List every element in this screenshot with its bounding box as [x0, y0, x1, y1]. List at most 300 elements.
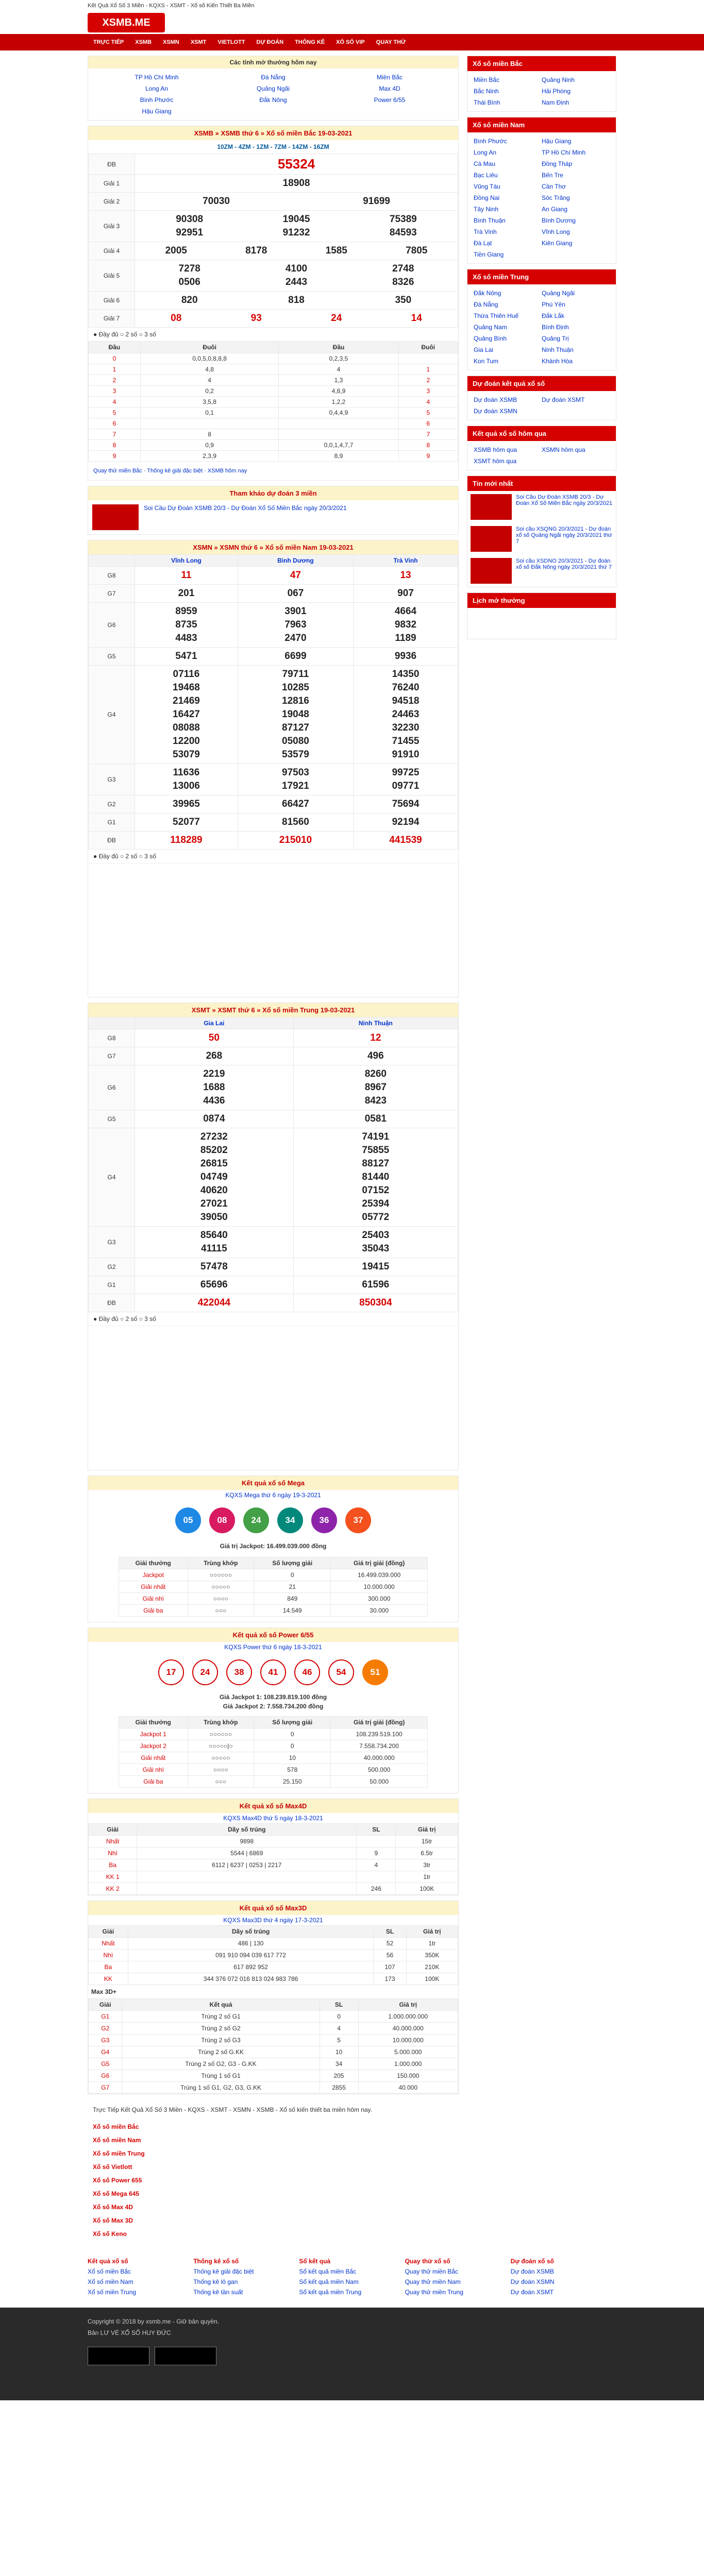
- tham-khao-thumb: [92, 504, 139, 530]
- table-row: [119, 1752, 428, 1764]
- table-cell: 14.549: [254, 1605, 331, 1617]
- news-link[interactable]: Soi cầu XSDNO 20/3/2021 - Dự đoán xổ số Đắk Nông ngày 20/3/2021 thứ 7: [516, 558, 612, 570]
- prize-cell: [293, 1128, 458, 1227]
- table-row: [119, 1776, 428, 1788]
- intro-link[interactable]: Xổ số Max 4D: [93, 2204, 133, 2211]
- mega-sub[interactable]: KQXS Mega thứ 6 ngày 19-3-2021: [225, 1492, 321, 1499]
- nav-item[interactable]: TRỰC TIẾP: [93, 39, 124, 45]
- sidebar-link[interactable]: Đồng Tháp: [542, 160, 573, 167]
- xsmb-header[interactable]: XSMB » XSMB thứ 6 » Xổ số miền Bắc 19-03-2021: [88, 126, 458, 140]
- table-cell: G7: [89, 2082, 122, 2094]
- footer-link[interactable]: Dự đoán XSMT: [510, 2289, 554, 2296]
- loto-row: [89, 386, 458, 397]
- prize-cell: [135, 795, 238, 814]
- today-panel: [88, 56, 459, 121]
- prize-label: G2: [89, 795, 135, 814]
- table-cell: Nhất: [89, 1836, 137, 1848]
- prize-numbers: [135, 193, 458, 211]
- sidebar-link[interactable]: Bình Dương: [542, 217, 576, 224]
- loto-cell: 1,3: [279, 375, 398, 386]
- table-header: Giải thưởng: [119, 1717, 188, 1728]
- sidebar-link[interactable]: XSMN hôm qua: [542, 446, 585, 453]
- loto-cell: 4,8,9: [279, 386, 398, 397]
- footer-link[interactable]: Dự đoán XSMN: [510, 2278, 555, 2285]
- loto-cell: 0,4,4,9: [279, 408, 398, 418]
- prize-label: G6: [89, 603, 135, 648]
- news-thumb: [471, 494, 512, 520]
- table-cell: G1: [89, 2011, 122, 2023]
- xsmt-header[interactable]: XSMT » XSMT thứ 6 » Xổ số miền Trung 19-03-2021: [88, 1003, 458, 1017]
- news-link[interactable]: Soi cầu XSQNG 20/3/2021 - Dự đoán xổ số Quảng Ngãi ngày 20/3/2021 thứ 7: [516, 526, 612, 545]
- sidebar-link[interactable]: An Giang: [542, 206, 568, 213]
- table-row: [89, 2046, 458, 2058]
- prize-cell: [135, 1227, 294, 1258]
- prize-row: [89, 832, 458, 850]
- prize-row: [89, 1227, 458, 1258]
- table-row: [119, 1593, 428, 1605]
- prize-number: 4664: [394, 606, 417, 617]
- google-play-badge[interactable]: [88, 2347, 149, 2365]
- news-link[interactable]: Soi Cầu Dự Đoán XSMB 20/3 - Dự Đoán Xổ Số Miền Bắc ngày 20/3/2021: [516, 494, 613, 506]
- intro-link[interactable]: Xổ số Vietlott: [93, 2163, 132, 2171]
- sidebar-link[interactable]: XSMT hôm qua: [474, 457, 517, 465]
- table-cell: Nhì: [89, 1848, 137, 1859]
- footer-link[interactable]: Sổ kết quả miền Trung: [299, 2289, 362, 2296]
- site-logo[interactable]: XSMB.ME: [88, 13, 165, 32]
- loto-cell: 3: [398, 386, 458, 397]
- table-cell: Nhất: [89, 1938, 128, 1950]
- prize-number: 201: [178, 588, 195, 599]
- sidebar-link[interactable]: Bạc Liêu: [474, 172, 498, 179]
- power-ball: 38: [226, 1659, 252, 1685]
- footer-col-title: Kết quả xổ số: [88, 2258, 128, 2265]
- loto-cell: 4,8: [140, 364, 279, 375]
- prize-row: [89, 1029, 458, 1047]
- prize-number: 70030: [203, 196, 230, 207]
- loto-cell: [140, 418, 279, 429]
- prize-number: 35043: [362, 1243, 390, 1254]
- footer-link[interactable]: Sổ kết quả miền Nam: [299, 2278, 359, 2285]
- table-row: [119, 1569, 428, 1581]
- prize-number: 40620: [200, 1185, 228, 1196]
- prize-label: G5: [89, 1110, 135, 1128]
- table-cell: [137, 1883, 357, 1895]
- province-header[interactable]: Gia Lai: [135, 1018, 294, 1029]
- prize-label: ĐB: [89, 154, 135, 175]
- xsmn-toggle[interactable]: ● Đầy đủ ○ 2 số ○ 3 số: [93, 853, 156, 860]
- sidebar-link[interactable]: Hậu Giang: [542, 138, 572, 145]
- today-item[interactable]: Long An: [145, 85, 169, 92]
- today-item[interactable]: Quảng Ngãi: [256, 85, 290, 92]
- prize-number: 66427: [282, 799, 309, 809]
- sidebar-link[interactable]: Quảng Nam: [474, 324, 507, 331]
- sidebar-link[interactable]: Bình Phước: [474, 138, 507, 145]
- table-cell: 15tr: [396, 1836, 458, 1848]
- nav-item[interactable]: XSMT: [190, 39, 207, 45]
- today-item[interactable]: TP Hồ Chí Minh: [135, 74, 179, 81]
- table-cell: ○○○○○: [188, 1752, 254, 1764]
- prize-number: 19045: [282, 214, 310, 225]
- xsmt-panel: [88, 1003, 459, 1470]
- prize-label: G8: [89, 567, 135, 585]
- sidebar-link[interactable]: Vũng Tàu: [474, 183, 500, 190]
- prize-number: 3901: [284, 606, 307, 617]
- table-cell: Giải ba: [119, 1605, 188, 1617]
- footer-col-title: Quay thử xổ số: [405, 2258, 450, 2265]
- sidebar-link[interactable]: Cà Mau: [474, 160, 496, 167]
- table-cell: 205: [320, 2070, 358, 2082]
- prize-number: 92951: [176, 227, 204, 238]
- prize-cell: [293, 1227, 458, 1258]
- sidebar-link[interactable]: Sóc Trăng: [542, 194, 570, 201]
- table-cell: 0: [254, 1728, 331, 1740]
- intro-link[interactable]: Xổ số miền Trung: [93, 2150, 145, 2157]
- prize-cell: [135, 832, 238, 850]
- prize-number: 0581: [364, 1113, 387, 1124]
- footer-link[interactable]: Thống kê lô gan: [193, 2278, 238, 2285]
- nav-item[interactable]: THỐNG KÊ: [295, 39, 325, 45]
- prize-number: 71455: [392, 736, 420, 747]
- sidebar-link[interactable]: Đắk Lắk: [542, 312, 565, 319]
- loto-header: Đuôi: [140, 342, 279, 353]
- loto-cell: 5: [89, 408, 141, 418]
- prize-row: [89, 175, 458, 193]
- prize-number: 496: [367, 1050, 384, 1061]
- prize-label: G6: [89, 1065, 135, 1110]
- prize-number: 87127: [282, 722, 309, 733]
- loto-cell: 0,1: [140, 408, 279, 418]
- table-cell: ○○○: [188, 1776, 254, 1788]
- prize-cell: [238, 795, 353, 814]
- nav-item[interactable]: DỰ ĐOÁN: [256, 39, 284, 45]
- table-row: [89, 1973, 458, 1985]
- table-cell: Trùng 2 số G2, G3 - G.KK: [122, 2058, 320, 2070]
- table-cell: Jackpot: [119, 1569, 188, 1581]
- prize-number: 1585: [325, 245, 347, 256]
- prize-label: G4: [89, 1128, 135, 1227]
- table-cell: 34: [320, 2058, 358, 2070]
- prize-number: 850304: [359, 1297, 392, 1308]
- sidebar-link[interactable]: Bắc Ninh: [474, 88, 499, 95]
- mega-ball: 36: [311, 1507, 337, 1533]
- footer-link[interactable]: Xổ số miền Nam: [88, 2278, 133, 2285]
- loto-row: [89, 418, 458, 429]
- footer-link[interactable]: Xổ số miền Trung: [88, 2289, 137, 2296]
- prize-number: 4436: [203, 1095, 225, 1106]
- prize-number: 441539: [389, 835, 422, 845]
- sidebar-link[interactable]: Bình Định: [542, 324, 569, 331]
- today-item[interactable]: Đà Nẵng: [261, 74, 286, 81]
- news-item[interactable]: [467, 523, 616, 555]
- sidebar-link[interactable]: Dự đoán XSMT: [542, 396, 585, 403]
- table-header: Giá trị giải (đồng): [331, 1717, 428, 1728]
- nav-item[interactable]: XỔ SỐ VIP: [336, 39, 365, 45]
- sidebar-link[interactable]: Nam Định: [542, 99, 569, 106]
- today-item[interactable]: Max 4D: [379, 85, 400, 92]
- loto-row: [89, 408, 458, 418]
- table-cell: ○○○○○○: [188, 1728, 254, 1740]
- prize-number: 90308: [176, 214, 204, 225]
- schedule-body: [467, 608, 616, 639]
- footer-link[interactable]: Thống kê giải đặc biệt: [193, 2268, 254, 2275]
- sidebar-link[interactable]: Quảng Ngãi: [542, 290, 575, 297]
- prize-label: Giải 5: [89, 260, 135, 292]
- sidebar-link[interactable]: Quảng Bình: [474, 335, 507, 342]
- loto-cell: 4: [89, 397, 141, 408]
- sidebar-link[interactable]: [542, 405, 610, 417]
- sidebar-link[interactable]: Đà Lạt: [474, 240, 492, 247]
- news-title: Tin mới nhất: [467, 476, 616, 491]
- table-cell: 16.499.039.000: [331, 1569, 428, 1581]
- prize-number: 07152: [362, 1185, 390, 1196]
- sidebar-link[interactable]: Đồng Nai: [474, 194, 500, 201]
- province-header[interactable]: Bình Dương: [238, 555, 353, 567]
- max3d-sub[interactable]: KQXS Max3D thứ 4 ngày 17-3-2021: [223, 1917, 323, 1924]
- footer-link[interactable]: Quay thử miền Bắc: [405, 2268, 459, 2275]
- table-cell: 40.000.000: [358, 2023, 458, 2035]
- sidebar-link[interactable]: Bình Thuận: [474, 217, 506, 224]
- prize-number: 53579: [282, 749, 309, 760]
- footer-link[interactable]: Xổ số miền Bắc: [88, 2268, 131, 2275]
- sidebar-title: Kết quả xổ số hôm qua: [467, 426, 616, 441]
- sidebar-link[interactable]: Đà Nẵng: [474, 301, 498, 308]
- loto-cell: 4: [140, 375, 279, 386]
- intro-link[interactable]: Xổ số Power 655: [93, 2177, 142, 2184]
- today-item[interactable]: Đắk Nông: [259, 96, 287, 104]
- sidebar-link[interactable]: Kiên Giang: [542, 240, 573, 247]
- prize-row: [89, 193, 458, 211]
- nav-item[interactable]: QUAY THỬ: [376, 39, 406, 45]
- table-cell: 300.000: [331, 1593, 428, 1605]
- intro-link[interactable]: Xổ số Max 3D: [93, 2217, 133, 2224]
- intro-link[interactable]: Xổ số Keno: [93, 2230, 127, 2238]
- sidebar-link[interactable]: Cần Thơ: [542, 183, 566, 190]
- prize-number: 97503: [282, 767, 309, 778]
- sidebar-link[interactable]: Tây Ninh: [474, 206, 499, 213]
- prize-label: Giải 3: [89, 211, 135, 242]
- tham-khao-link[interactable]: Soi Cầu Dự Đoán XSMB 20/3 - Dự Đoán Xổ Số Miền Bắc ngày 20/3/2021: [144, 504, 347, 512]
- table-header: SL: [357, 1824, 396, 1836]
- xsmb-toggle[interactable]: ● Đầy đủ ○ 2 số ○ 3 số: [93, 331, 156, 338]
- sidebar-link[interactable]: Miền Bắc: [474, 76, 500, 83]
- table-row: [119, 1581, 428, 1593]
- prize-number: 12816: [282, 696, 309, 706]
- table-cell: Nhì: [89, 1950, 128, 1961]
- sidebar-link[interactable]: Thừa Thiên Huế: [474, 312, 519, 319]
- province-header[interactable]: Trà Vinh: [354, 555, 458, 567]
- news-item[interactable]: [467, 491, 616, 523]
- power-sub[interactable]: KQXS Power thứ 6 ngày 18-3-2021: [224, 1643, 322, 1651]
- schedule-block: [467, 592, 616, 639]
- prize-label: Giải 4: [89, 242, 135, 260]
- footer-col: [299, 2256, 405, 2297]
- intro-link[interactable]: Xổ số miền Bắc: [93, 2123, 139, 2130]
- footer-link[interactable]: Sổ kết quả miền Bắc: [299, 2268, 357, 2275]
- table-header: Giá trị giải (đồng): [331, 1557, 428, 1569]
- sidebar-link[interactable]: Trà Vinh: [474, 228, 497, 235]
- table-cell: 10: [320, 2046, 358, 2058]
- table-row: [119, 1605, 428, 1617]
- today-item[interactable]: Bình Phước: [140, 96, 174, 104]
- sidebar-link[interactable]: Khánh Hòa: [542, 358, 573, 365]
- table-cell: G4: [89, 2046, 122, 2058]
- sidebar-link[interactable]: Bến Tre: [542, 172, 564, 179]
- sidebar-link[interactable]: Ninh Thuận: [542, 346, 574, 353]
- prize-label: ĐB: [89, 1294, 135, 1312]
- prize-label: G8: [89, 1029, 135, 1047]
- sidebar-link[interactable]: Long An: [474, 149, 497, 156]
- footer-links: [88, 2256, 616, 2297]
- max4d-title[interactable]: Kết quả xổ số Max4D: [88, 1799, 458, 1813]
- table-cell: Trùng 2 số G3: [122, 2035, 320, 2046]
- prize-number: 74191: [362, 1131, 390, 1142]
- sidebar-link[interactable]: Tiền Giang: [474, 251, 504, 258]
- prize-number: 2219: [203, 1069, 225, 1079]
- footer-link[interactable]: Dự đoán XSMB: [510, 2268, 554, 2275]
- prize-cell: [135, 814, 238, 832]
- prize-number: 8423: [364, 1095, 387, 1106]
- table-cell: 091 910 094 039 617 772: [128, 1950, 374, 1961]
- table-header: Giải thưởng: [119, 1557, 188, 1569]
- prize-number: 91699: [363, 196, 390, 207]
- mega-title[interactable]: Kết quả xổ số Mega: [88, 1476, 458, 1490]
- sidebar-link[interactable]: Thái Bình: [474, 99, 500, 106]
- prize-label: Giải 2: [89, 193, 135, 211]
- max3d-panel: [88, 1901, 459, 2094]
- sidebar-link[interactable]: Hải Phòng: [542, 88, 571, 95]
- prize-label: Giải 7: [89, 310, 135, 328]
- sidebar-link[interactable]: [542, 455, 610, 467]
- nav-item[interactable]: VIETLOTT: [217, 39, 245, 45]
- prize-cell: [135, 603, 238, 648]
- xsmb-links[interactable]: Quay thử miền Bắc · Thống kê giải đặc biệt · XSMB hôm nay: [93, 468, 247, 474]
- prize-label: G3: [89, 764, 135, 795]
- footer-link[interactable]: Quay thử miền Trung: [405, 2289, 464, 2296]
- today-item[interactable]: Miền Bắc: [376, 74, 403, 81]
- prize-number: 7963: [284, 619, 307, 630]
- table-cell: 173: [374, 1973, 406, 1985]
- prize-cell: [293, 1065, 458, 1110]
- mega-ball: 34: [277, 1507, 303, 1533]
- prize-cell: [238, 832, 353, 850]
- prize-number: 13006: [173, 781, 200, 791]
- prize-cell: [135, 1047, 294, 1065]
- prize-number: 04749: [200, 1172, 228, 1182]
- mega-panel: [88, 1476, 459, 1622]
- sidebar-link[interactable]: Gia Lai: [474, 346, 494, 353]
- loto-cell: 3: [89, 386, 141, 397]
- province-header[interactable]: Vĩnh Long: [135, 555, 238, 567]
- table-cell: 1tr: [406, 1938, 458, 1950]
- sidebar-link[interactable]: Dự đoán XSMN: [474, 408, 517, 415]
- prize-number: 91232: [282, 227, 310, 238]
- nav-item[interactable]: XSMN: [163, 39, 179, 45]
- prize-number: 9832: [394, 619, 417, 630]
- prize-number: 81440: [362, 1172, 390, 1182]
- intro-link[interactable]: Xổ số miền Nam: [93, 2137, 141, 2144]
- max4d-sub[interactable]: KQXS Max4D thứ 5 ngày 18-3-2021: [223, 1815, 323, 1822]
- xsmt-toggle[interactable]: ● Đầy đủ ○ 2 số ○ 3 số: [93, 1315, 156, 1323]
- loto-cell: 2: [398, 375, 458, 386]
- prize-number: 10285: [282, 682, 309, 693]
- sidebar-link[interactable]: Dự đoán XSMB: [474, 396, 517, 403]
- table-cell: 1.000.000: [358, 2058, 458, 2070]
- prize-number: 18908: [282, 178, 310, 189]
- sidebar-link[interactable]: Quảng Ninh: [542, 76, 575, 83]
- today-item[interactable]: Power 6/55: [374, 96, 406, 104]
- table-cell: 150.000: [358, 2070, 458, 2082]
- prize-cell: [135, 567, 238, 585]
- prize-row: [89, 1276, 458, 1294]
- table-cell: 5: [320, 2035, 358, 2046]
- sidebar-link[interactable]: TP Hồ Chí Minh: [542, 149, 586, 156]
- prize-label: G3: [89, 1227, 135, 1258]
- sidebar-title: Xổ số miền Nam: [467, 117, 616, 132]
- sidebar-link[interactable]: Kon Tum: [474, 358, 499, 365]
- prize-row: [89, 260, 458, 292]
- prize-number: 27232: [200, 1131, 228, 1142]
- sidebar-link[interactable]: Đắk Nông: [474, 290, 501, 297]
- prize-number: 08: [171, 313, 182, 324]
- loto-cell: 3,5,8: [140, 397, 279, 408]
- prize-row: [89, 814, 458, 832]
- loto-cell: 0,0,5,0,8,8,8: [140, 353, 279, 364]
- prize-number: 75855: [362, 1145, 390, 1156]
- table-cell: [357, 1871, 396, 1883]
- prize-number: 11: [181, 570, 192, 581]
- table-cell: 5.000.000: [358, 2046, 458, 2058]
- table-cell: 578: [254, 1764, 331, 1776]
- tham-khao-panel: [88, 486, 459, 535]
- prize-number: 8326: [392, 277, 414, 287]
- prize-number: 27021: [200, 1198, 228, 1209]
- footer-link[interactable]: Thống kê tần suất: [193, 2289, 243, 2296]
- loto-cell: 9: [89, 451, 141, 462]
- table-row: [89, 1848, 458, 1859]
- table-cell: 344 376 072 016 813 024 983 786: [128, 1973, 374, 1985]
- table-row: [89, 2058, 458, 2070]
- mega-ball: 24: [243, 1507, 269, 1533]
- table-cell: 6112 | 6237 | 0253 | 2217: [137, 1859, 357, 1871]
- prize-number: 2005: [165, 245, 187, 256]
- sidebar-link[interactable]: Phú Yên: [542, 301, 565, 308]
- nav-item[interactable]: XSMB: [135, 39, 152, 45]
- power-title[interactable]: Kết quả xổ số Power 6/55: [88, 1628, 458, 1642]
- sidebar-link[interactable]: Vĩnh Long: [542, 228, 570, 235]
- intro-link[interactable]: Xổ số Mega 645: [93, 2190, 140, 2197]
- app-store-badge[interactable]: [155, 2347, 216, 2365]
- table-row: [89, 2070, 458, 2082]
- tham-khao-item[interactable]: [88, 500, 458, 534]
- footer-col-title: Thống kê xổ số: [193, 2258, 239, 2265]
- xsmn-header[interactable]: XSMN » XSMN thứ 6 » Xổ số miền Nam 19-03-2021: [88, 540, 458, 554]
- table-cell: Ba: [89, 1961, 128, 1973]
- footer-link[interactable]: Quay thử miền Nam: [405, 2278, 461, 2285]
- prize-number: 7805: [406, 245, 428, 256]
- max3d-title[interactable]: Kết quả xổ số Max3D: [88, 1901, 458, 1915]
- table-row: [89, 1950, 458, 1961]
- prize-number: 1688: [203, 1082, 225, 1093]
- news-item[interactable]: [467, 555, 616, 587]
- prize-cell: [238, 764, 353, 795]
- loto-cell: 1,2,2: [279, 397, 398, 408]
- table-header: Giá trị: [396, 1824, 458, 1836]
- sidebar-link[interactable]: Quảng Trị: [542, 335, 569, 342]
- sidebar-link[interactable]: XSMB hôm qua: [474, 446, 517, 453]
- today-item[interactable]: Hậu Giang: [142, 108, 172, 115]
- province-header[interactable]: Ninh Thuận: [293, 1018, 458, 1029]
- loto-row: [89, 397, 458, 408]
